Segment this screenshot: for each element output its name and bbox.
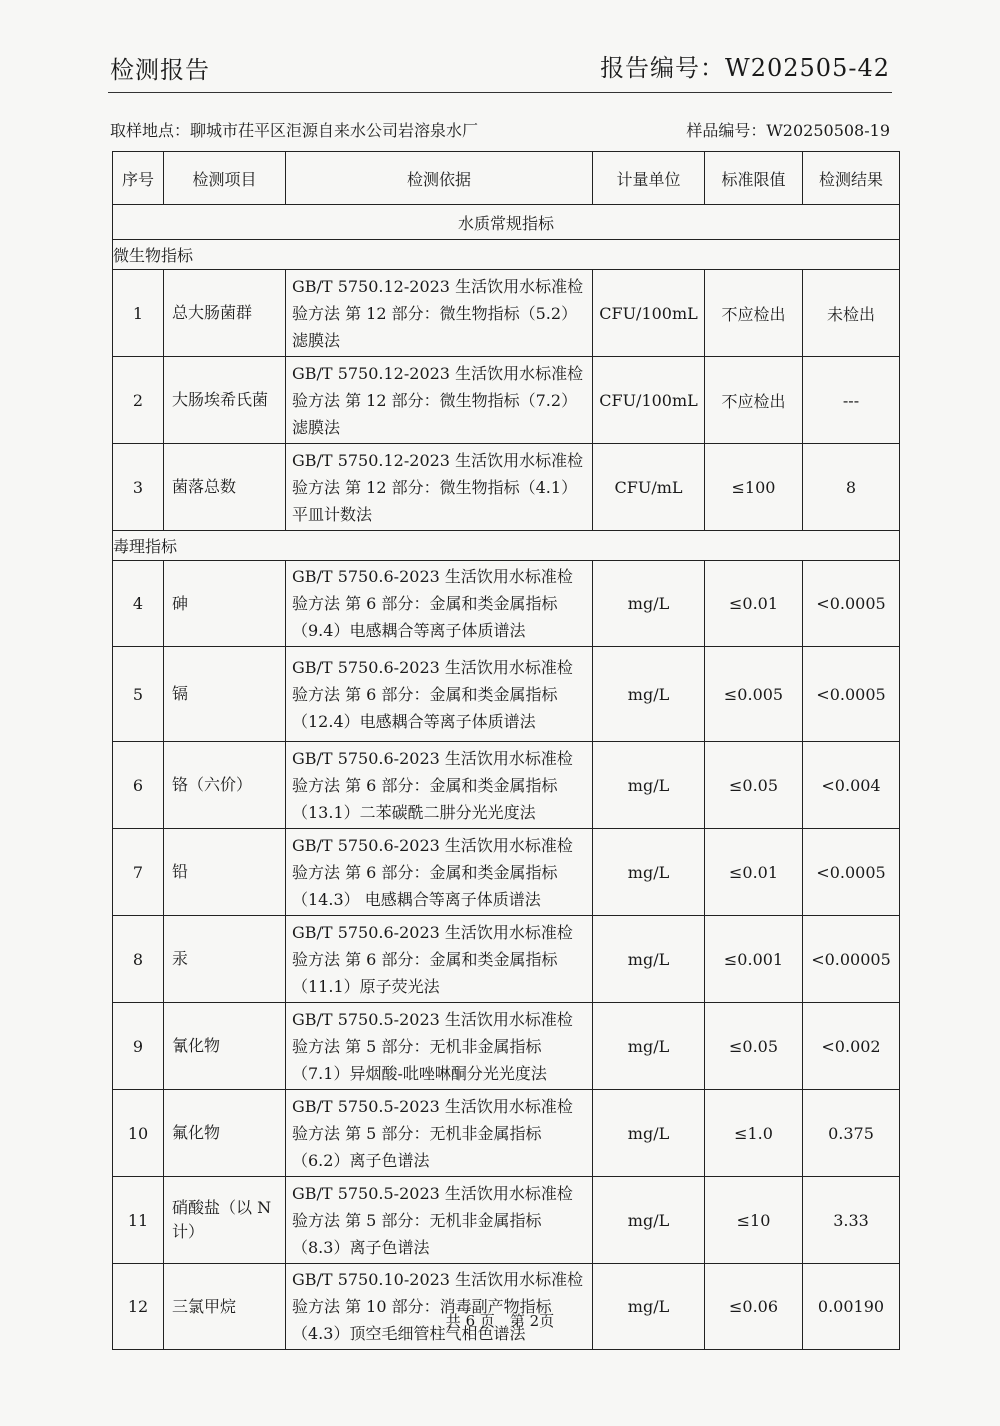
section-title-row xyxy=(113,205,900,240)
col-header-no: 序号 xyxy=(113,152,164,205)
col-header-item: 检测项目 xyxy=(164,152,286,205)
sampling-location: 取样地点：聊城市茌平区洰源自来水公司岩溶泉水厂 xyxy=(110,121,479,140)
row-no: 5 xyxy=(113,647,164,742)
col-header-method: 检测依据 xyxy=(286,152,593,205)
row-unit: mg/L xyxy=(593,1090,705,1177)
row-unit: CFU/100mL xyxy=(593,357,705,444)
row-item: 大肠埃希氏菌 xyxy=(164,357,286,444)
page-number: 共 6 页 第 2页 xyxy=(445,1312,555,1330)
table-row xyxy=(113,1177,900,1264)
col-header-result: 检测结果 xyxy=(803,152,900,205)
table-row xyxy=(113,1090,900,1177)
row-unit: mg/L xyxy=(593,1003,705,1090)
table-row xyxy=(113,1003,900,1090)
row-method: GB/T 5750.5-2023 生活饮用水标准检验方法 第 5 部分：无机非金属指标（7.1）异烟酸-吡唑啉酮分光光度法 xyxy=(286,1003,593,1090)
category-label: 微生物指标 xyxy=(113,240,900,270)
row-limit: ≤100 xyxy=(705,444,803,531)
row-method: GB/T 5750.6-2023 生活饮用水标准检验方法 第 6 部分：金属和类金属指标（9.4）电感耦合等离子体质谱法 xyxy=(286,561,593,647)
row-no: 7 xyxy=(113,829,164,916)
table-row xyxy=(113,829,900,916)
sample-number: 样品编号：W20250508-19 xyxy=(686,121,890,140)
row-result: 8 xyxy=(803,444,900,531)
row-result: <0.0005 xyxy=(803,647,900,742)
row-method: GB/T 5750.12-2023 生活饮用水标准检验方法 第 12 部分：微生物指标（7.2）滤膜法 xyxy=(286,357,593,444)
row-item: 硝酸盐（以 N 计） xyxy=(164,1177,286,1264)
row-method: GB/T 5750.6-2023 生活饮用水标准检验方法 第 6 部分：金属和类金属指标（11.1）原子荧光法 xyxy=(286,916,593,1003)
row-method: GB/T 5750.10-2023 生活饮用水标准检验方法 第 10 部分：消毒副产物指标（4.3）顶空毛细管柱气相色谱法 xyxy=(286,1264,593,1350)
row-limit: ≤0.01 xyxy=(705,561,803,647)
row-method: GB/T 5750.12-2023 生活饮用水标准检验方法 第 12 部分：微生物指标（4.1）平皿计数法 xyxy=(286,444,593,531)
row-limit: ≤0.005 xyxy=(705,647,803,742)
row-item: 铅 xyxy=(164,829,286,916)
row-result: 3.33 xyxy=(803,1177,900,1264)
category-row-toxicological xyxy=(113,531,900,561)
row-no: 9 xyxy=(113,1003,164,1090)
row-result: <0.00005 xyxy=(803,916,900,1003)
row-result: <0.0005 xyxy=(803,561,900,647)
row-method: GB/T 5750.6-2023 生活饮用水标准检验方法 第 6 部分：金属和类金属指标（12.4）电感耦合等离子体质谱法 xyxy=(286,647,593,742)
page-title: 检测报告 xyxy=(110,56,210,84)
row-unit: mg/L xyxy=(593,647,705,742)
table-row xyxy=(113,647,900,742)
report-number: 报告编号：W202505-42 xyxy=(600,54,890,82)
table-row xyxy=(113,742,900,829)
row-unit: mg/L xyxy=(593,742,705,829)
table-row xyxy=(113,561,900,647)
row-unit: mg/L xyxy=(593,1177,705,1264)
row-unit: mg/L xyxy=(593,829,705,916)
table-row xyxy=(113,1264,900,1350)
row-no: 1 xyxy=(113,270,164,357)
table-row xyxy=(113,916,900,1003)
row-limit: ≤1.0 xyxy=(705,1090,803,1177)
section-title: 水质常规指标 xyxy=(113,205,900,240)
row-method: GB/T 5750.5-2023 生活饮用水标准检验方法 第 5 部分：无机非金属指标（8.3）离子色谱法 xyxy=(286,1177,593,1264)
row-item: 三氯甲烷 xyxy=(164,1264,286,1350)
row-method: GB/T 5750.6-2023 生活饮用水标准检验方法 第 6 部分：金属和类金属指标（13.1）二苯碳酰二肼分光光度法 xyxy=(286,742,593,829)
row-item: 氰化物 xyxy=(164,1003,286,1090)
row-item: 氟化物 xyxy=(164,1090,286,1177)
row-result: <0.004 xyxy=(803,742,900,829)
row-item: 汞 xyxy=(164,916,286,1003)
row-no: 2 xyxy=(113,357,164,444)
category-label: 毒理指标 xyxy=(113,531,900,561)
row-no: 10 xyxy=(113,1090,164,1177)
row-unit: CFU/mL xyxy=(593,444,705,531)
results-table xyxy=(112,151,900,1350)
row-result: 0.00190 xyxy=(803,1264,900,1350)
col-header-unit: 计量单位 xyxy=(593,152,705,205)
row-item: 镉 xyxy=(164,647,286,742)
row-item: 总大肠菌群 xyxy=(164,270,286,357)
row-item: 铬（六价） xyxy=(164,742,286,829)
row-no: 11 xyxy=(113,1177,164,1264)
sample-info xyxy=(110,118,890,141)
row-no: 8 xyxy=(113,916,164,1003)
row-unit: mg/L xyxy=(593,561,705,647)
row-result: <0.002 xyxy=(803,1003,900,1090)
row-unit: CFU/100mL xyxy=(593,270,705,357)
table-row xyxy=(113,444,900,531)
table-row xyxy=(113,357,900,444)
col-header-limit: 标准限值 xyxy=(705,152,803,205)
table-header-row xyxy=(113,152,900,205)
row-method: GB/T 5750.6-2023 生活饮用水标准检验方法 第 6 部分：金属和类金属指标（14.3） 电感耦合等离子体质谱法 xyxy=(286,829,593,916)
row-result: 未检出 xyxy=(803,270,900,357)
row-limit: ≤0.01 xyxy=(705,829,803,916)
category-row-microbial xyxy=(113,240,900,270)
row-limit: ≤0.06 xyxy=(705,1264,803,1350)
row-result: --- xyxy=(803,357,900,444)
row-unit: mg/L xyxy=(593,916,705,1003)
row-result: <0.0005 xyxy=(803,829,900,916)
row-method: GB/T 5750.12-2023 生活饮用水标准检验方法 第 12 部分：微生物指标（5.2）滤膜法 xyxy=(286,270,593,357)
row-unit: mg/L xyxy=(593,1264,705,1350)
row-method: GB/T 5750.5-2023 生活饮用水标准检验方法 第 5 部分：无机非金属指标（6.2）离子色谱法 xyxy=(286,1090,593,1177)
row-limit: ≤0.05 xyxy=(705,742,803,829)
row-item: 砷 xyxy=(164,561,286,647)
row-no: 4 xyxy=(113,561,164,647)
row-item: 菌落总数 xyxy=(164,444,286,531)
row-no: 12 xyxy=(113,1264,164,1350)
row-result: 0.375 xyxy=(803,1090,900,1177)
row-limit: ≤10 xyxy=(705,1177,803,1264)
row-limit: 不应检出 xyxy=(705,357,803,444)
row-no: 6 xyxy=(113,742,164,829)
row-no: 3 xyxy=(113,444,164,531)
row-limit: 不应检出 xyxy=(705,270,803,357)
row-limit: ≤0.05 xyxy=(705,1003,803,1090)
table-row xyxy=(113,270,900,357)
header-divider xyxy=(108,92,892,93)
row-limit: ≤0.001 xyxy=(705,916,803,1003)
